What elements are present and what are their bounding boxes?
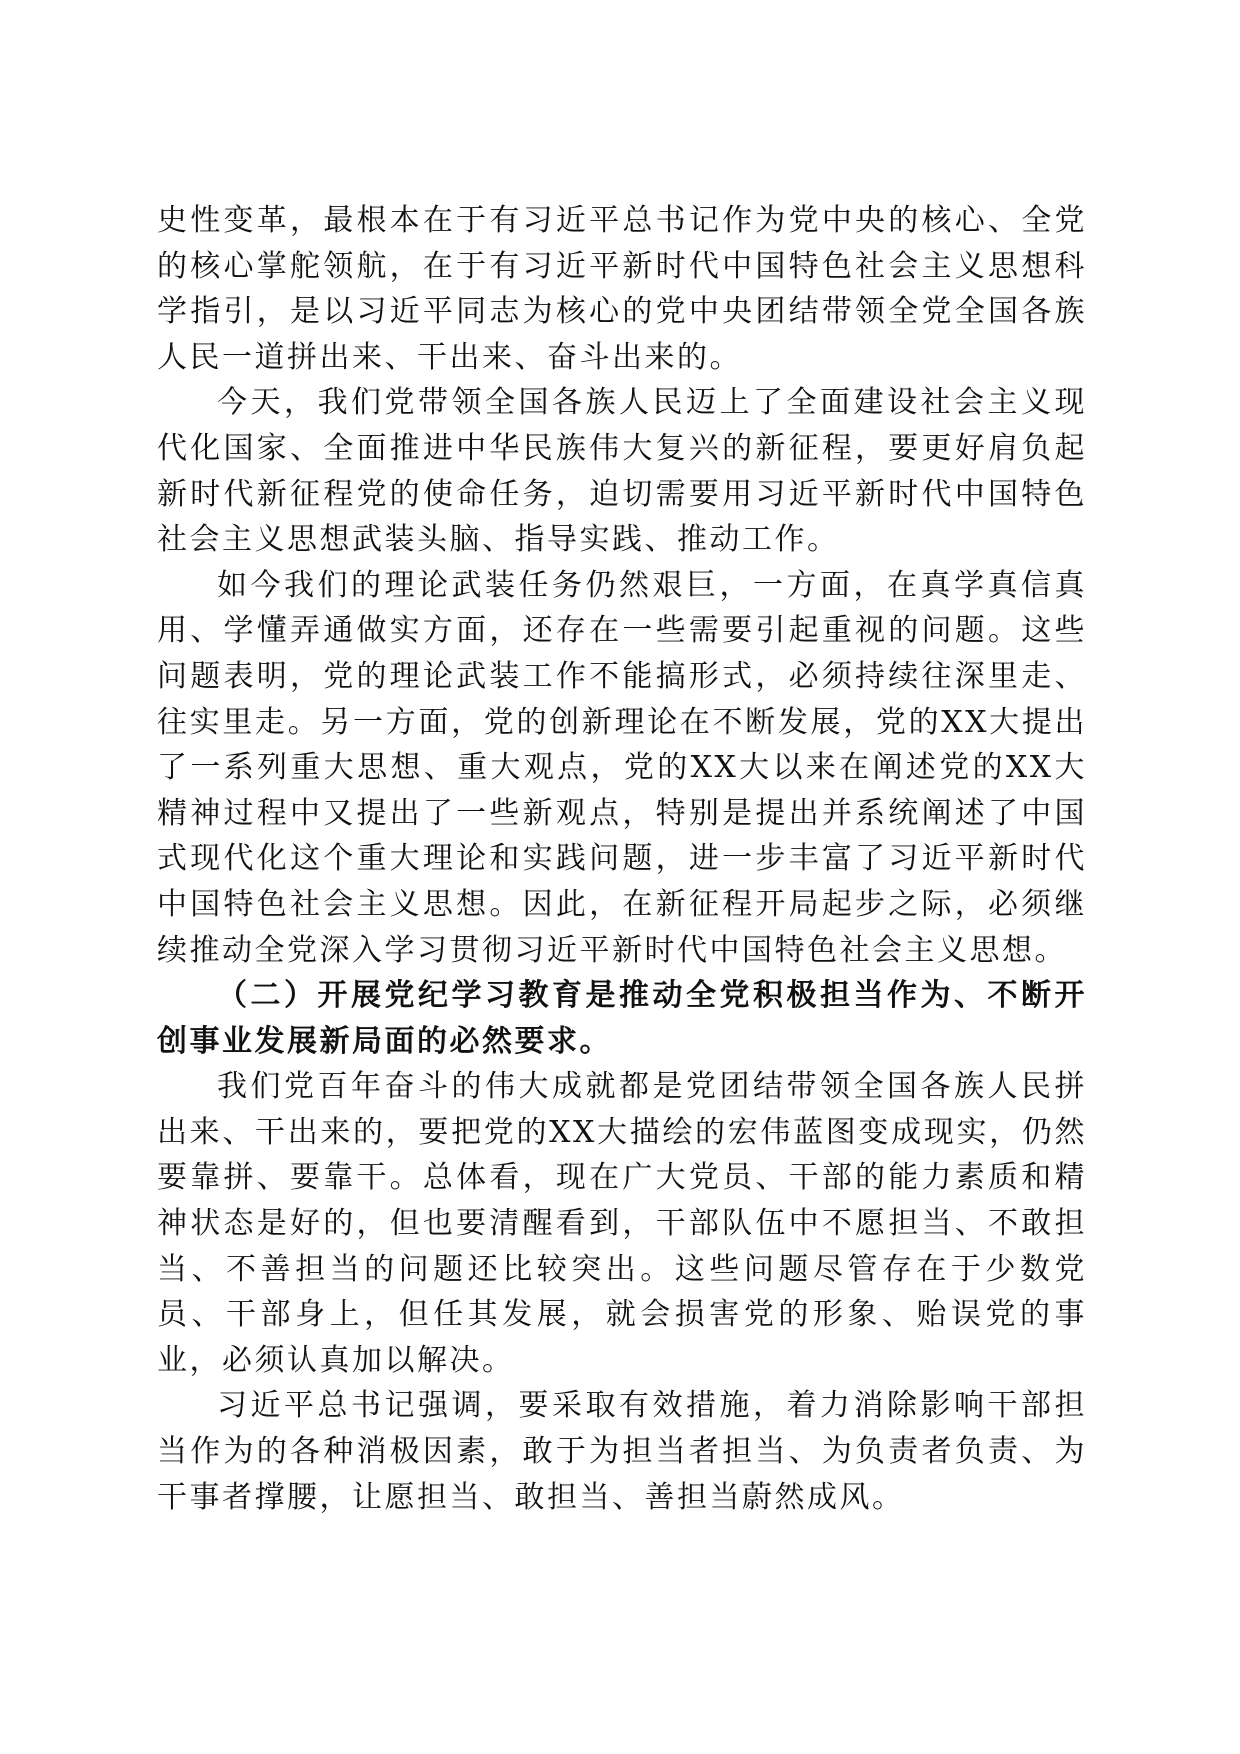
paragraph-continued: 史性变革，最根本在于有习近平总书记作为党中央的核心、全党的核心掌舵领航，在于有习近平新时代中国特色社会主义思想科学指引，是以习近平同志为核心的党中央团结带领全党全国各族人民一道拼出来、干出来、奋斗出来的。	[157, 203, 1087, 375]
paragraph: 如今我们的理论武装任务仍然艰巨，一方面，在真学真信真用、学懂弄通做实方面，还存在一些需要引起重视的问题。这些问题表明，党的理论武装工作不能搞形式，必须持续往深里走、往实里走。另一方面，党的创新理论在不断发展，党的XX大提出了一系列重大思想、重大观点，党的XX大以来在阐述党的XX大精神过程中又提出了一些新观点，特别是提出并系统阐述了中国式现代化这个重大理论和实践问题，进一步丰富了习近平新时代中国特色社会主义思想。因此，在新征程开局起步之际，必须继续推动全党深入学习贯彻习近平新时代中国特色社会主义思想。	[157, 567, 1087, 968]
paragraph: 今天，我们党带领全国各族人民迈上了全面建设社会主义现代化国家、全面推进中华民族伟大复兴的新征程，要更好肩负起新时代新征程党的使命任务，迫切需要用习近平新时代中国特色社会主义思想武装头脑、指导实践、推动工作。	[157, 385, 1087, 558]
paragraph: 我们党百年奋斗的伟大成就都是党团结带领全国各族人民拼出来、干出来的，要把党的XX大描绘的宏伟蓝图变成现实，仍然要靠拼、要靠干。总体看，现在广大党员、干部的能力素质和精神状态是好的，但也要清醒看到，干部队伍中不愿担当、不敢担当、不善担当的问题还比较突出。这些问题尽管存在于少数党员、干部身上，但任其发展，就会损害党的形象、贻误党的事业，必须认真加以解决。	[157, 1069, 1087, 1378]
section-heading: （二）开展党纪学习教育是推动全党积极担当作为、不断开创事业发展新局面的必然要求。	[157, 978, 1087, 1059]
paragraph: 习近平总书记强调，要采取有效措施，着力消除影响干部担当作为的各种消极因素，敢于为担当者担当、为负责者负责、为干事者撑腰，让愿担当、敢担当、善担当蔚然成风。	[157, 1388, 1087, 1515]
document-page	[157, 198, 1087, 1520]
